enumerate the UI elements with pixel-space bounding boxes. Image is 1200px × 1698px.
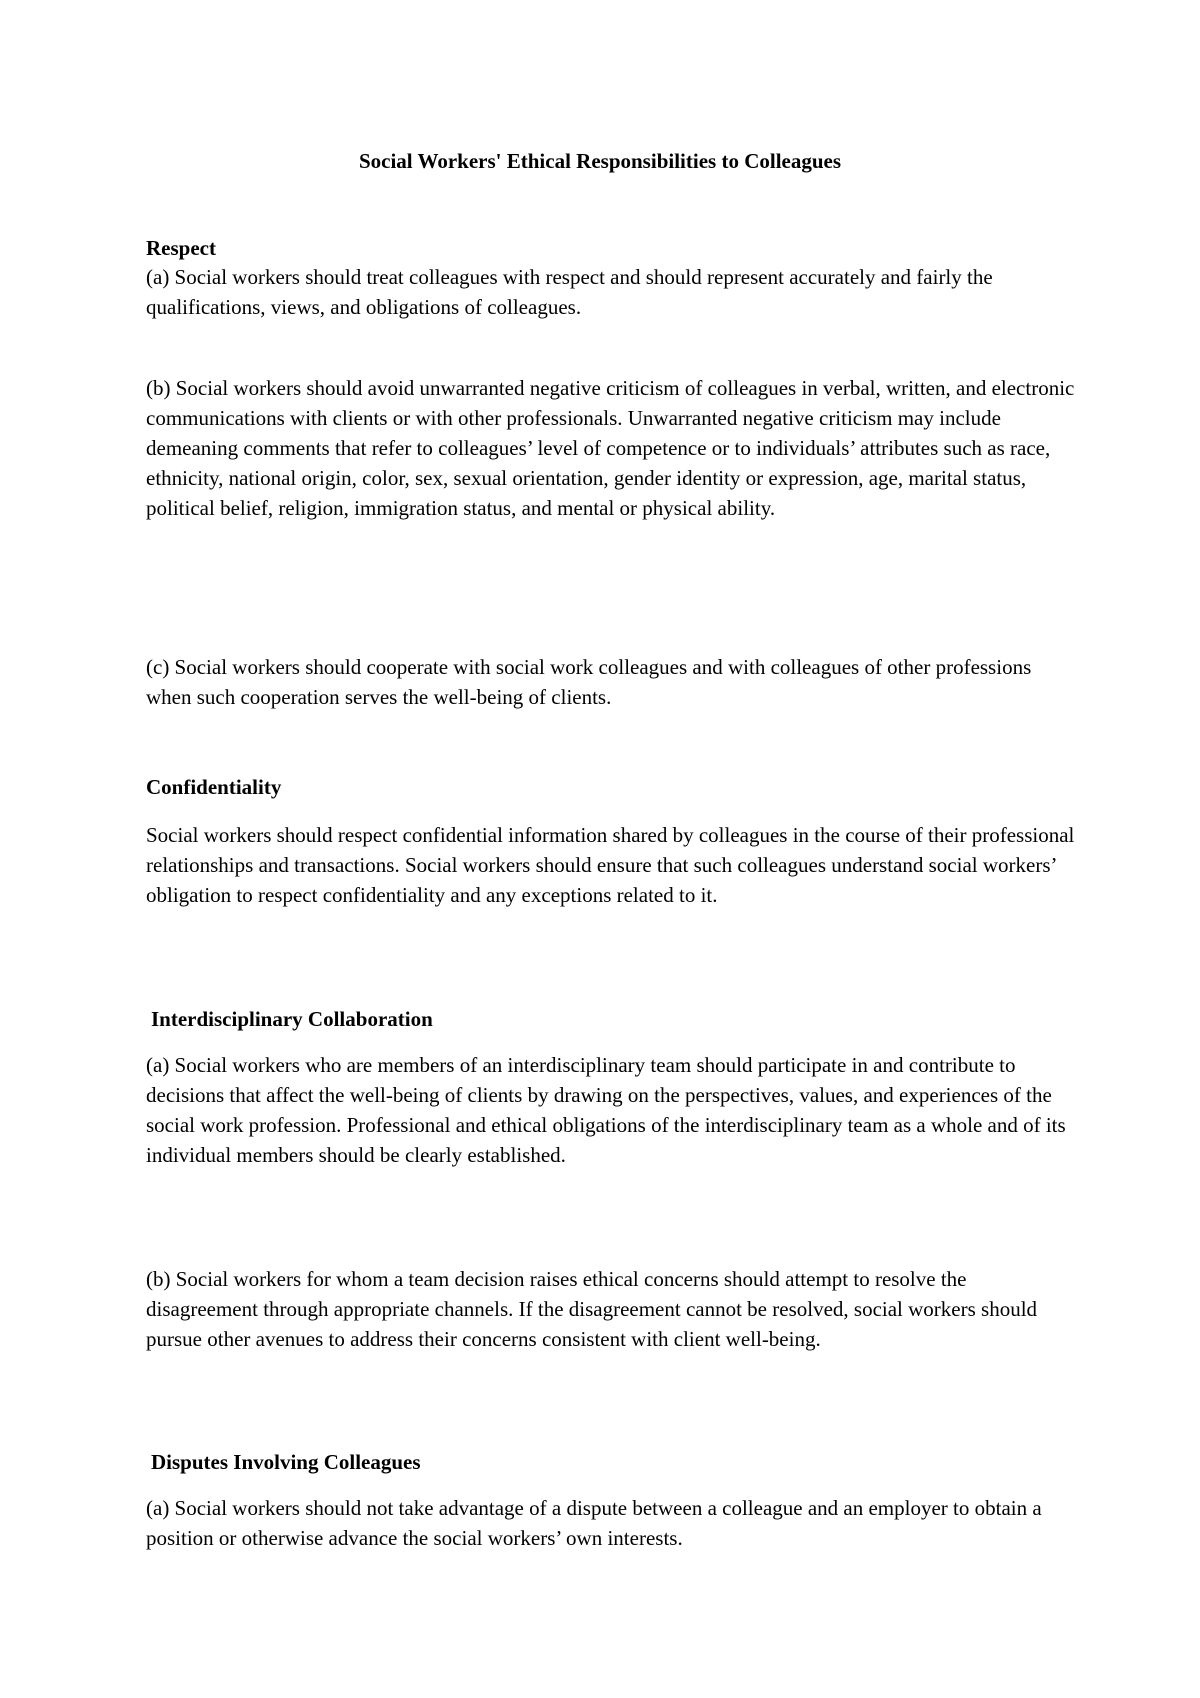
disputes-paragraph-a: (a) Social workers should not take advantage of a dispute between a colleague and an employer to obtain a position or otherwise advance the social workers’ own interests. — [146, 1496, 1042, 1550]
respect-paragraph-c: (c) Social workers should cooperate with social work colleagues and with colleagues of other professions when such cooperation serves the well-being of clients. — [146, 655, 1032, 709]
section-heading-confidentiality: Confidentiality — [146, 775, 282, 799]
section-heading-respect: Respect — [146, 236, 216, 260]
interdisciplinary-paragraph-a: (a) Social workers who are members of an interdisciplinary team should participate in and contribute to decisions that affect the well-being of clients by drawing on the perspectives, values, and experiences of the social work profession. Professional and ethical obligations of the interdisciplinary team as a whole and of its individual members should be clearly established. — [146, 1053, 1066, 1167]
respect-paragraph-a: (a) Social workers should treat colleagues with respect and should represent accurately and fairly the qualifications, views, and obligations of colleagues. — [146, 265, 993, 319]
section-heading-disputes-involving-colleagues: Disputes Involving Colleagues — [151, 1450, 421, 1474]
confidentiality-paragraph: Social workers should respect confidential information shared by colleagues in the course of their professional relationships and transactions. Social workers should ensure that such colleagues understand social workers’ obligation to respect confidentiality and any exceptions related to it. — [146, 823, 1075, 907]
document-title: Social Workers' Ethical Responsibilities to Colleagues — [358, 149, 842, 173]
respect-paragraph-b: (b) Social workers should avoid unwarranted negative criticism of colleagues in verbal, written, and electronic communications with clients or with other professionals. Unwarranted negative criticism may include demeaning comments that refer to colleagues’ level of competence or to individuals’ attributes such as race, ethnicity, national origin, color, sex, sexual orientation, gender identity or expression, age, marital status, political belief, religion, immigration status, and mental or physical ability. — [146, 376, 1075, 520]
interdisciplinary-paragraph-b: (b) Social workers for whom a team decision raises ethical concerns should attempt to resolve the disagreement through appropriate channels. If the disagreement cannot be resolved, social workers should pursue other avenues to address their concerns consistent with client well-being. — [146, 1267, 1038, 1351]
section-heading-interdisciplinary-collaboration: Interdisciplinary Collaboration — [151, 1007, 433, 1031]
